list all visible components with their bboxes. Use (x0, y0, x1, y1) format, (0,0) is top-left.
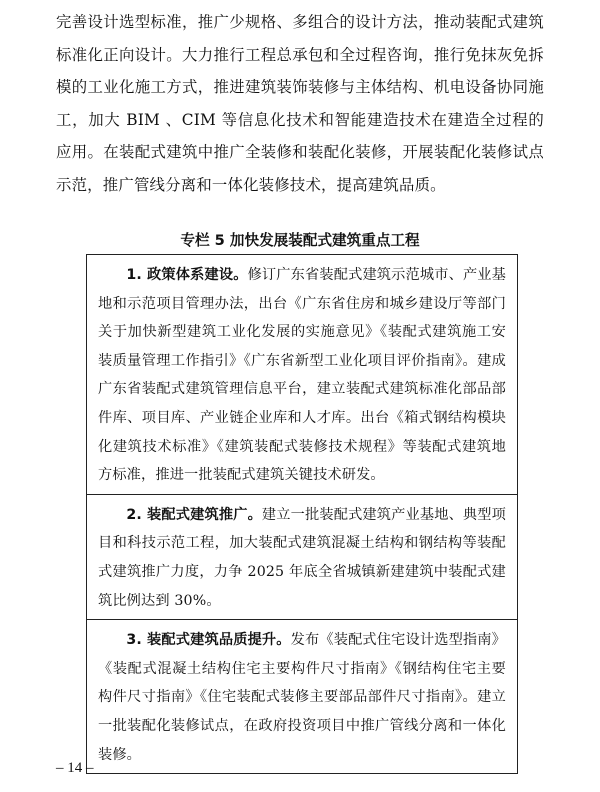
box-item-heading: 3. 装配式建筑品质提升。 (126, 632, 291, 649)
box-item-body: 发布《装配式住宅设计选型指南》《装配式混凝土结构住宅主要构件尺寸指南》《钢结构住宅主要构件尺寸指南》《住宅装配式装修主要部品部件尺寸指南》。建立一批装配化装修试点，在政府投资项目中推广管线分离和一体化装修。 (98, 632, 506, 763)
box-item-body: 建立一批装配式建筑产业基地、典型项目和科技示范工程，加大装配式建筑混凝土结构和钢结构等装配式建筑推广力度，力争 2025 年底全省城镇新建建筑中装配式建筑比例达到 30%。 (98, 506, 506, 609)
box-item-policy (87, 255, 517, 494)
box-item-body: 修订广东省装配式建筑示范城市、产业基地和示范项目管理办法，出台《广东省住房和城乡建设厅等部门关于加快新型建筑工业化发展的实施意见》《装配式建筑施工安装质量管理工作指引》《广东省新型工业化项目评价指南》。建成广东省装配式建筑管理信息平台，建立装配式建筑标准化部品部件库、项目库、产业链企业库和人才库。出台《箱式钢结构模块化建筑技术标准》《建筑装配式装修技术规程》等装配式建筑地方标准，推进一批装配式建筑关键技术研发。 (98, 267, 507, 484)
box-item-promotion (87, 494, 517, 619)
page-number: – 14 – (56, 760, 94, 776)
box-item-heading: 1. 政策体系建设。 (126, 267, 248, 283)
box-item-quality (87, 619, 517, 773)
box-title: 专栏 5 加快发展装配式建筑重点工程 (180, 232, 420, 249)
key-projects-box (86, 254, 518, 774)
box-item-heading: 2. 装配式建筑推广。 (126, 506, 262, 523)
intro-paragraph: 完善设计选型标准，推广少规格、多组合的设计方法，推动装配式建筑标准化正向设计。大力推行工程总承包和全过程咨询，推行免抹灰免拆模的工业化施工方式，推进建筑装饰装修与主体结构、机电设备协同施工，加大 BIM 、CIM 等信息化技术和智能建造技术在建造全过程的应用。在装配式建筑中推广全装修和装配化装修，开展装配化装修试点示范，推广管线分离和一体化装修技术，提高建筑品质。 (56, 13, 544, 194)
